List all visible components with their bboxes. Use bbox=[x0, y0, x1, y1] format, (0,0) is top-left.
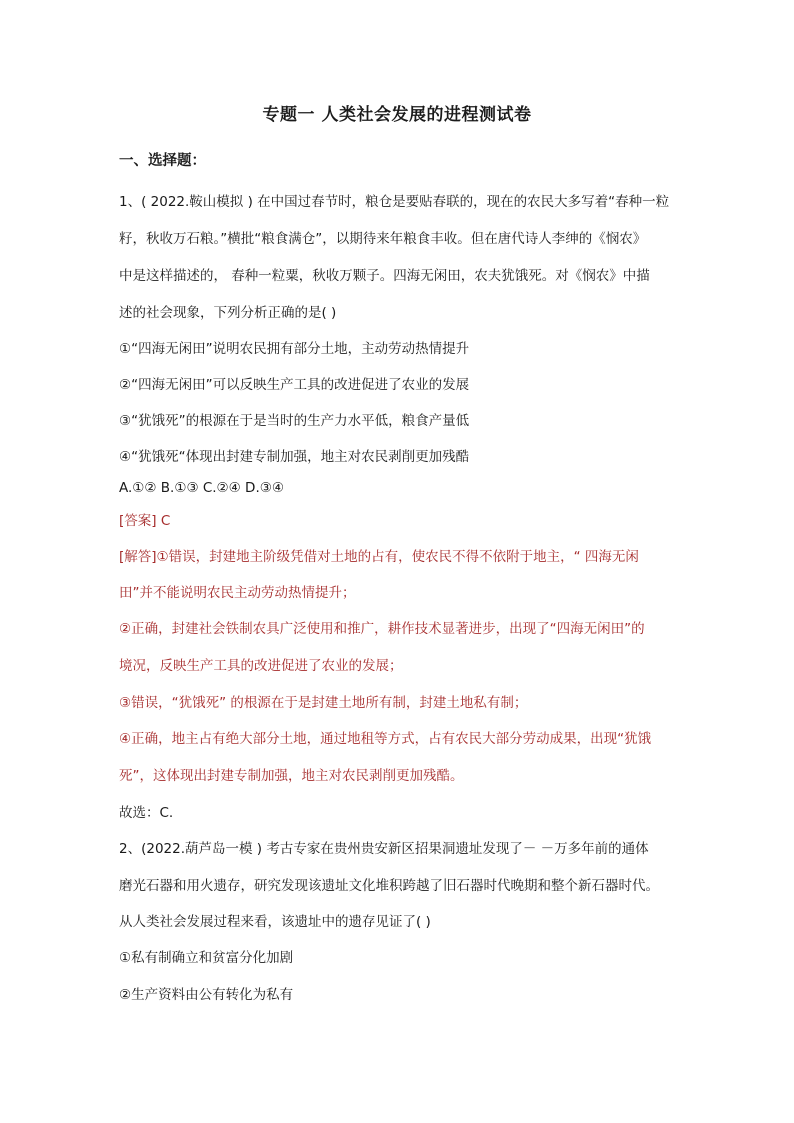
question-1-choices: A.①② B.①③ C.②④ D.③④ bbox=[119, 480, 284, 496]
question-2-line: 磨光石器和用火遗存，研究发现该遗址文化堆积跨越了旧石器时代晚期和整个新石器时代。 bbox=[119, 878, 659, 894]
question-1-analysis-line: 境况，反映生产工具的改进促进了农业的发展； bbox=[119, 658, 403, 674]
section-heading: 一、选择题： bbox=[119, 153, 206, 169]
question-1-option: ②“四海无闲田”可以反映生产工具的改进促进了农业的发展 bbox=[119, 377, 470, 393]
page-title: 专题一 人类社会发展的进程测试卷 bbox=[262, 105, 532, 125]
question-2-option: ①私有制确立和贫富分化加剧 bbox=[119, 950, 294, 966]
question-1-analysis-line: ③错误，“犹饿死” 的根源在于是封建土地所有制，封建土地私有制； bbox=[119, 695, 528, 711]
question-2-line: 2、(2022.葫芦岛一模 ) 考古专家在贵州贵安新区招果洞遗址发现了－ －万多年前的通体 bbox=[119, 841, 649, 857]
question-2-line: 从人类社会发展过程来看，该遗址中的遗存见证了( ) bbox=[119, 914, 431, 930]
question-1-analysis-line: ④正确，地主占有绝大部分土地，通过地租等方式，占有农民大部分劳动成果，出现“犹饿 bbox=[119, 731, 652, 747]
question-1-line: 籽，秋收万石粮。”横批“粮食满仓”，以期待来年粮食丰收。但在唐代诗人李绅的《悯农》 bbox=[119, 231, 647, 247]
question-1-analysis-line: 田”并不能说明农民主动劳动热情提升； bbox=[119, 585, 356, 601]
question-1-line: 述的社会现象，下列分析正确的是( ) bbox=[119, 305, 337, 321]
question-1-line: 中是这样描述的， 春种一粒粟，秋收万颗子。四海无闲田，农夫犹饿死。对《悯农》中描 bbox=[119, 268, 650, 284]
question-1-answer: [答案] C bbox=[119, 513, 171, 529]
question-1-option: ③“犹饿死”的根源在于是当时的生产力水平低，粮食产量低 bbox=[119, 413, 470, 429]
question-1-option: ④“犹饿死“体现出封建专制加强，地主对农民剥削更加残酷 bbox=[119, 449, 470, 465]
question-1-analysis-line: ②正确，封建社会铁制农具广泛使用和推广，耕作技术显著进步，出现了“四海无闲田”的 bbox=[119, 621, 645, 637]
question-1-option: ①“四海无闲田”说明农民拥有部分土地，主动劳动热情提升 bbox=[119, 341, 470, 357]
question-1-analysis-line: [解答]①错误，封建地主阶级凭借对土地的占有，使农民不得不依附于地主，“ 四海无闲 bbox=[119, 549, 639, 565]
question-2-option: ②生产资料由公有转化为私有 bbox=[119, 987, 294, 1003]
question-1-conclusion: 故选：C. bbox=[119, 805, 174, 821]
question-1-line: 1、( 2022.鞍山模拟 ) 在中国过春节时，粮仓是要贴春联的，现在的农民大多写着“春种一粒 bbox=[119, 194, 670, 210]
question-1-analysis-line: 死”，这体现出封建专制加强，地主对农民剥削更加残酷。 bbox=[119, 768, 464, 784]
